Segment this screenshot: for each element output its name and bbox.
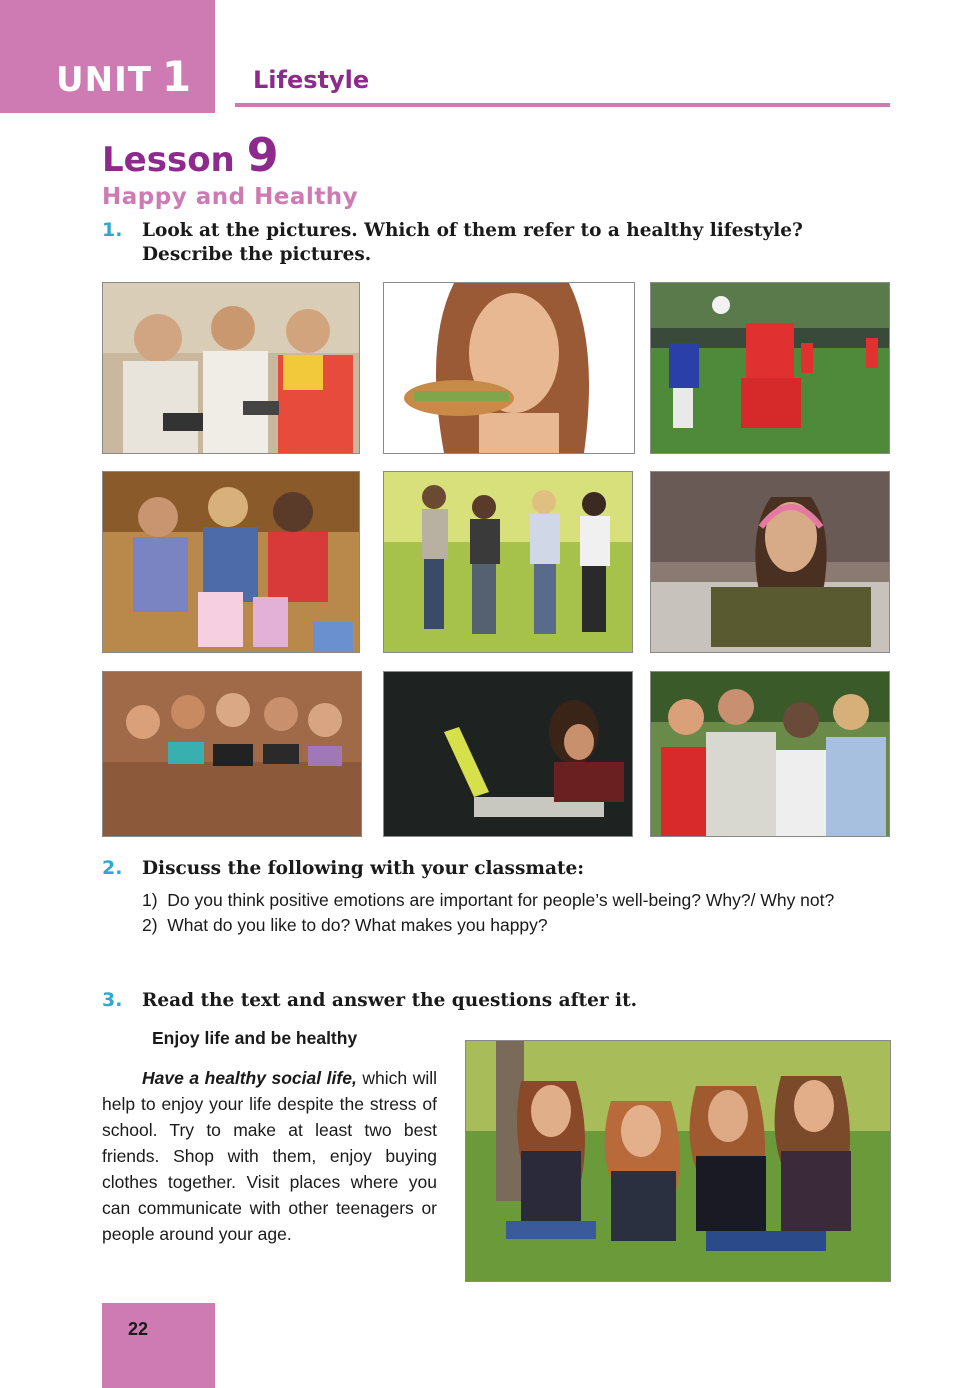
task-2-text: Discuss the following with your classmate: (142, 858, 585, 879)
task-1-text: Look at the pictures. Which of them refer to a healthy lifestyle? Describe the pictures. (142, 220, 803, 265)
reading-text (102, 1065, 437, 1247)
reading-body: which will help to enjoy your life despite the stress of school. Try to make at least two best friends. Shop with them, enjoy buying clothes together. Visit places where you can communicate with other teenagers or people around your age. (102, 1068, 437, 1244)
task-1-number: 1. (102, 219, 123, 241)
reading-lead: Have a healthy social life, (142, 1068, 357, 1088)
page-number: 22 (128, 1319, 149, 1339)
photo-walking-field (383, 471, 633, 653)
photo-hot-spring (102, 671, 362, 837)
unit-number: 1 (161, 52, 193, 101)
photo-computer-night (383, 671, 633, 837)
photo-football (650, 282, 890, 454)
page-number-tab (102, 1303, 215, 1388)
task-2-number: 2. (102, 857, 123, 879)
photo-girls-on-grass (465, 1040, 891, 1282)
lesson-number: 9 (246, 128, 279, 182)
discussion-questions (102, 888, 890, 938)
lesson-subtitle: Happy and Healthy (102, 184, 359, 210)
unit-word: UNIT (56, 60, 152, 100)
photo-eating-sandwich (383, 282, 635, 454)
reading-title: Enjoy life and be healthy (152, 1028, 358, 1048)
chapter-title: Lifestyle (253, 66, 370, 94)
photo-headphones (650, 471, 890, 653)
task-3-number: 3. (102, 989, 123, 1011)
question-1: 1) Do you think positive emotions are important for people’s well-being? Why?/ Why not? (142, 890, 835, 910)
header-divider (235, 103, 890, 107)
photo-video-games (102, 282, 360, 454)
task-3-text: Read the text and answer the questions after it. (142, 990, 638, 1011)
lesson-word: Lesson (102, 140, 235, 180)
unit-label (56, 52, 192, 101)
photo-shopping (102, 471, 360, 653)
photo-looking-at-phone (650, 671, 890, 837)
question-2: 2) What do you like to do? What makes you happy? (142, 915, 548, 935)
lesson-title (102, 128, 279, 182)
